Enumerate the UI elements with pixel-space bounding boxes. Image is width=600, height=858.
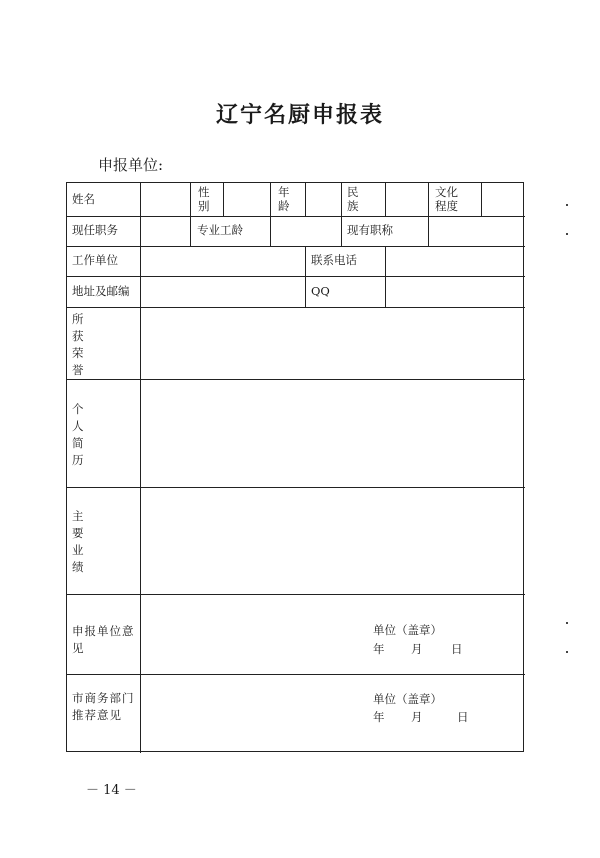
address-label: 地址及邮编 — [72, 284, 130, 298]
city-year: 年 — [373, 710, 385, 724]
ethnicity-label: 民 族 — [347, 185, 359, 213]
scan-speck — [566, 233, 568, 235]
position-label: 现任职务 — [72, 223, 118, 237]
education-label: 文化 程度 — [435, 185, 458, 213]
page-number: － 14 － — [86, 783, 137, 798]
city-seal-label: 单位（盖章） — [373, 692, 442, 706]
form-title: 辽宁名厨申报表 — [215, 103, 384, 128]
applicant-seal-label: 单位（盖章） — [373, 623, 442, 637]
resume-label: 个人简历 — [72, 402, 84, 467]
honors-label: 所获荣誉 — [72, 312, 84, 377]
applicant-unit-label: 申报单位: — [98, 156, 164, 174]
scan-speck — [566, 622, 568, 624]
professional-title-label: 现有职称 — [347, 223, 393, 237]
applicant-opinion-label: 申报单位意见 — [72, 624, 135, 655]
phone-label: 联系电话 — [311, 253, 357, 267]
city-day: 日 — [457, 710, 469, 724]
city-month: 月 — [411, 710, 423, 724]
city-opinion-label: 市商务部门 推荐意见 — [72, 691, 135, 722]
qq-label: QQ — [311, 284, 330, 298]
application-form-table — [66, 182, 524, 752]
achievements-label: 主要业绩 — [72, 509, 84, 574]
name-label: 姓名 — [72, 192, 95, 206]
applicant-month: 月 — [411, 642, 423, 656]
gender-label: 性 别 — [198, 185, 210, 213]
applicant-year: 年 — [373, 642, 385, 656]
work-years-label: 专业工龄 — [197, 223, 243, 237]
age-label: 年 龄 — [278, 185, 290, 213]
applicant-day: 日 — [451, 642, 463, 656]
scan-speck — [566, 651, 568, 653]
scan-speck — [566, 204, 568, 206]
workplace-label: 工作单位 — [72, 253, 118, 267]
